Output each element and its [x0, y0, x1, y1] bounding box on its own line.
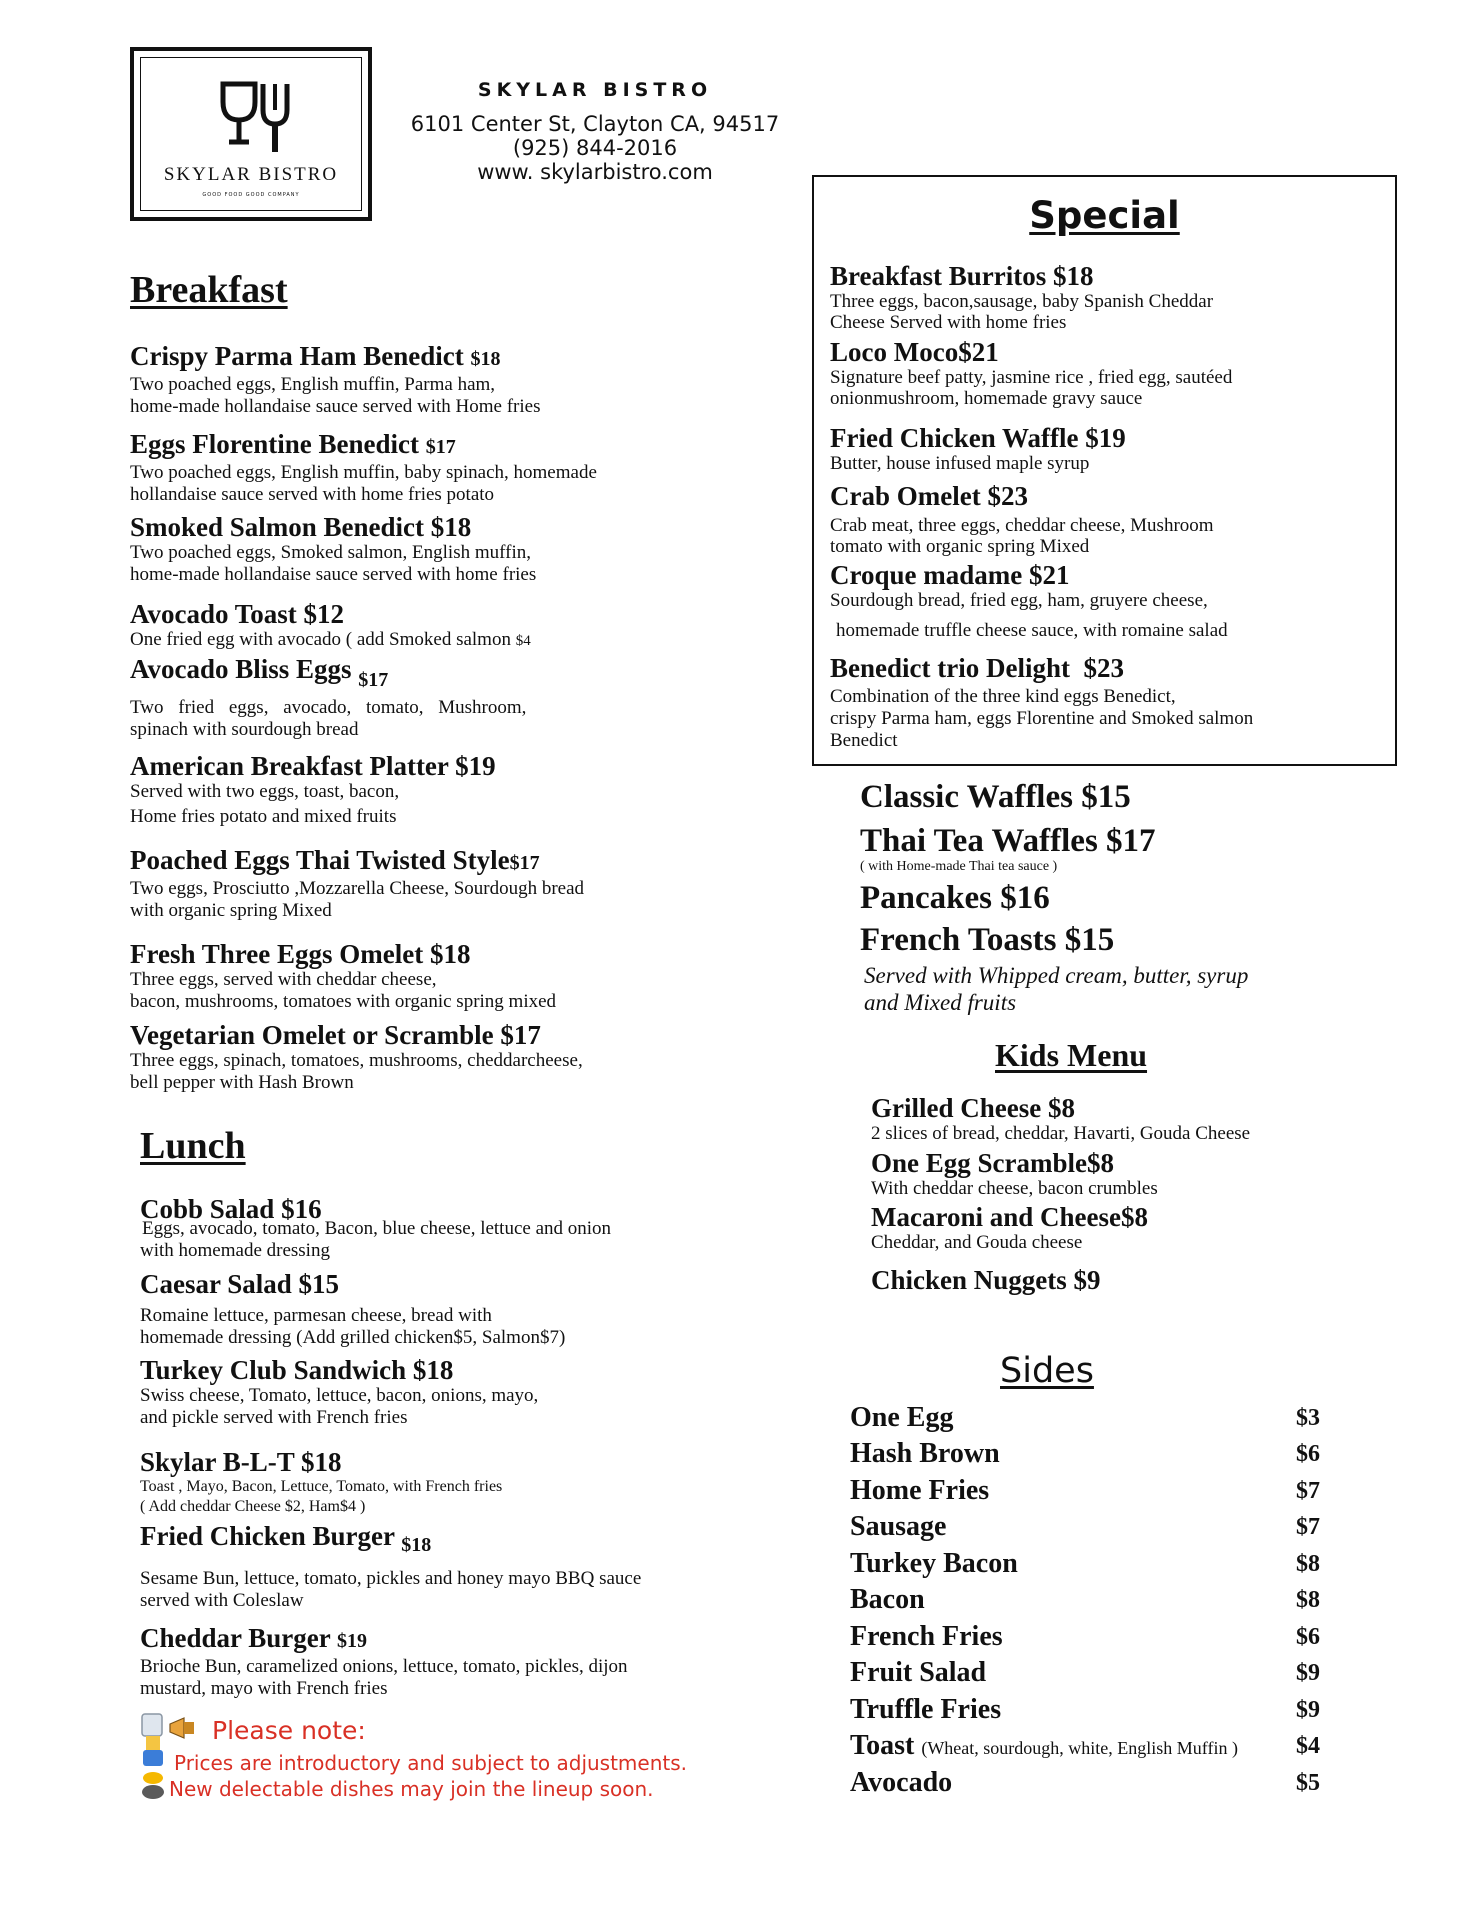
item-name: Fried Chicken Waffle $19 — [830, 423, 1126, 453]
side-price: $6 — [1296, 1624, 1320, 1650]
item-desc: Two poached eggs, English muffin, baby spinach, homemade — [130, 462, 597, 483]
side-name: Bacon — [850, 1584, 925, 1615]
item-price: $18 — [401, 1534, 432, 1556]
note-line: Prices are introductory and subject to adjustments. — [174, 1751, 688, 1775]
item-name: Crab Omelet $23 — [830, 481, 1028, 511]
menu-item — [830, 424, 1126, 475]
item-name: Macaroni and Cheese$8 — [871, 1202, 1148, 1232]
served-line: Served with Whipped cream, butter, syrup — [864, 963, 1249, 988]
menu-item — [140, 1448, 502, 1517]
side-item — [850, 1584, 1320, 1620]
side-price: $3 — [1296, 1405, 1320, 1431]
item-desc: Two eggs, Prosciutto ,Mozzarella Cheese, Sourdough bread — [130, 878, 585, 899]
item-desc: Cheddar, and Gouda cheese — [871, 1232, 1083, 1253]
item-desc: tomato with organic spring Mixed — [830, 536, 1090, 557]
side-name: French Fries — [850, 1621, 1003, 1652]
item-price: $17 — [425, 436, 456, 458]
menu-item — [830, 338, 1232, 409]
item-desc: bell pepper with Hash Brown — [130, 1072, 354, 1093]
website[interactable]: www. skylarbistro.com — [477, 160, 713, 184]
item-desc: Swiss cheese, Tomato, lettuce, bacon, onions, mayo, — [140, 1385, 539, 1406]
side-name: Fruit Salad — [850, 1657, 987, 1688]
item-desc: with organic spring Mixed — [130, 900, 332, 921]
side-price: $9 — [1296, 1697, 1320, 1723]
item-desc: With cheddar cheese, bacon crumbles — [871, 1178, 1158, 1199]
item-name: Loco Moco$21 — [830, 337, 999, 367]
item-name: Fried Chicken Burger — [140, 1521, 395, 1551]
item-desc: Toast , Mayo, Bacon, Lettuce, Tomato, with French fries — [140, 1478, 503, 1495]
side-name: Turkey Bacon — [850, 1548, 1018, 1579]
item-desc: spinach with sourdough bread — [130, 719, 359, 740]
side-item — [850, 1730, 1320, 1766]
side-price: $9 — [1296, 1660, 1320, 1686]
served-line: and Mixed fruits — [864, 990, 1017, 1015]
menu-item-name: French Toasts $15 — [860, 922, 1115, 958]
menu-item — [830, 482, 1214, 557]
menu-item — [871, 1266, 1101, 1295]
menu-item — [130, 430, 597, 506]
address: 6101 Center St, Clayton CA, 94517 — [410, 112, 780, 136]
menu-item — [140, 1522, 641, 1612]
menu-item-name: Classic Waffles $15 — [860, 779, 1131, 815]
served-with-note — [864, 962, 1248, 1016]
menu-item — [830, 561, 1228, 642]
item-desc: Eggs, avocado, tomato, Bacon, blue cheese, lettuce and onion — [142, 1218, 612, 1239]
item-name: Cheddar Burger — [140, 1623, 331, 1653]
side-item — [850, 1475, 1320, 1511]
side-price: $8 — [1296, 1551, 1320, 1577]
item-desc: One fried egg with avocado ( add Smoked salmon — [130, 629, 511, 650]
item-desc: Combination of the three kind eggs Benedict, — [830, 686, 1176, 707]
item-name: Chicken Nuggets $9 — [871, 1265, 1101, 1295]
item-name: Turkey Club Sandwich $18 — [140, 1355, 454, 1385]
menu-item-name: Thai Tea Waffles $17 — [860, 823, 1156, 859]
menu-item — [140, 1195, 611, 1262]
item-name: Cobb Salad $16 — [140, 1194, 322, 1224]
side-name: Home Fries — [850, 1475, 990, 1506]
special-heading: Special — [1029, 194, 1180, 237]
item-desc: home-made hollandaise sauce served with home fries — [130, 564, 537, 585]
item-desc: Romaine lettuce, parmesan cheese, bread with — [140, 1305, 492, 1326]
side-item — [850, 1694, 1320, 1730]
item-name: Smoked Salmon Benedict $18 — [130, 512, 472, 542]
item-desc: and pickle served with French fries — [140, 1407, 408, 1428]
side-price: $7 — [1296, 1478, 1320, 1504]
item-desc: onionmushroom, homemade gravy sauce — [830, 388, 1143, 409]
item-name: Crispy Parma Ham Benedict — [130, 341, 464, 371]
side-item — [850, 1657, 1320, 1693]
item-name: Avocado Toast $12 — [130, 599, 345, 629]
item-name: Grilled Cheese $8 — [871, 1093, 1075, 1123]
item-name: American Breakfast Platter $19 — [130, 751, 496, 781]
menu-item — [130, 752, 496, 828]
item-desc: served with Coleslaw — [140, 1590, 304, 1611]
restaurant-title: SKYLAR BISTRO — [477, 79, 713, 101]
side-name: Truffle Fries — [850, 1694, 1002, 1725]
menu-item-note: ( with Home-made Thai tea sauce ) — [860, 859, 1058, 874]
item-desc: crispy Parma ham, eggs Florentine and Smoked salmon — [830, 708, 1254, 729]
item-desc: Butter, house infused maple syrup — [830, 453, 1090, 474]
sides-heading: Sides — [1000, 1351, 1094, 1391]
side-price: $8 — [1296, 1587, 1320, 1613]
menu-item — [871, 1149, 1158, 1200]
item-desc: Crab meat, three eggs, cheddar cheese, Mushroom — [830, 515, 1214, 536]
item-desc: Signature beef patty, jasmine rice , fried egg, sautéed — [830, 367, 1233, 388]
side-price: $4 — [1296, 1733, 1320, 1759]
item-desc: ( Add cheddar Cheese $2, Ham$4 ) — [140, 1498, 366, 1515]
item-name: Skylar B-L-T $18 — [140, 1447, 342, 1477]
item-name: Fresh Three Eggs Omelet $18 — [130, 939, 471, 969]
side-name: Sausage — [850, 1511, 947, 1542]
item-desc: Two fried eggs, avocado, tomato, Mushroom, — [130, 697, 527, 718]
item-desc: Two poached eggs, Smoked salmon, English muffin, — [130, 542, 531, 563]
item-desc: Brioche Bun, caramelized onions, lettuce, tomato, pickles, dijon — [140, 1656, 628, 1677]
side-note: (Wheat, sourdough, white, English Muffin ) — [921, 1738, 1238, 1758]
menu-item — [130, 342, 540, 418]
side-item — [850, 1402, 1320, 1438]
item-desc: bacon, mushrooms, tomatoes with organic spring mixed — [130, 991, 557, 1012]
menu-item-name: Pancakes $16 — [860, 880, 1050, 916]
item-price: $17 — [509, 852, 540, 874]
item-desc: homemade dressing (Add grilled chicken$5, Salmon$7) — [140, 1327, 566, 1348]
item-desc: with homemade dressing — [140, 1240, 330, 1261]
item-desc: Three eggs, bacon,sausage, baby Spanish Cheddar — [830, 291, 1214, 312]
side-price: $5 — [1296, 1770, 1320, 1796]
menu-item — [130, 600, 531, 652]
menu-item — [130, 513, 536, 586]
menu-item — [130, 1021, 583, 1094]
side-price: $7 — [1296, 1514, 1320, 1540]
item-name: Vegetarian Omelet or Scramble $17 — [130, 1020, 541, 1050]
item-desc: mustard, mayo with French fries — [140, 1678, 388, 1699]
lunch-heading: Lunch — [140, 1125, 246, 1167]
note-title: Please note: — [212, 1716, 366, 1745]
item-desc: home-made hollandaise sauce served with Home fries — [130, 396, 541, 417]
item-desc: Sesame Bun, lettuce, tomato, pickles and honey mayo BBQ sauce — [140, 1568, 642, 1589]
menu-item — [140, 1356, 538, 1429]
item-name: One Egg Scramble$8 — [871, 1148, 1114, 1178]
chef-icon — [138, 1712, 168, 1802]
item-desc: Sourdough bread, fried egg, ham, gruyere cheese, — [830, 590, 1208, 611]
logo-tagline: GOOD FOOD GOOD COMPANY — [202, 192, 300, 198]
megaphone-icon — [168, 1716, 198, 1740]
phone: (925) 844-2016 — [512, 136, 678, 160]
side-item — [850, 1438, 1320, 1474]
item-desc: Home fries potato and mixed fruits — [130, 806, 397, 827]
item-name: Benedict trio Delight $23 — [830, 653, 1124, 683]
item-desc: hollandaise sauce served with home fries potato — [130, 484, 495, 505]
item-desc: Three eggs, served with cheddar cheese, — [130, 969, 437, 990]
side-item — [850, 1621, 1320, 1657]
side-item — [850, 1767, 1320, 1803]
menu-item — [871, 1094, 1250, 1145]
menu-item — [130, 846, 584, 922]
breakfast-heading: Breakfast — [130, 269, 288, 311]
item-desc: Served with two eggs, toast, bacon, — [130, 781, 400, 802]
menu-item — [830, 654, 1253, 752]
item-desc: Two poached eggs, English muffin, Parma ham, — [130, 374, 496, 395]
item-name: Caesar Salad $15 — [140, 1269, 340, 1299]
logo-name: SKYLAR BISTRO — [163, 164, 339, 185]
item-price: $17 — [358, 669, 389, 691]
menu-item — [130, 940, 556, 1013]
menu-item — [140, 1624, 628, 1700]
item-name: Eggs Florentine Benedict — [130, 429, 419, 459]
item-name: Poached Eggs Thai Twisted Style — [130, 845, 510, 875]
kids-menu-heading: Kids Menu — [995, 1037, 1148, 1073]
item-desc: homemade truffle cheese sauce, with romaine salad — [836, 620, 1228, 641]
note-line: New delectable dishes may join the lineup soon. — [169, 1777, 654, 1801]
side-name: Avocado — [850, 1767, 953, 1798]
menu-item — [830, 262, 1213, 333]
side-name: Hash Brown — [850, 1438, 1000, 1469]
item-price: $4 — [515, 633, 531, 649]
side-price: $6 — [1296, 1441, 1320, 1467]
side-name: Toast — [850, 1730, 915, 1761]
logo — [130, 47, 372, 221]
wine-glass-fork-icon — [217, 80, 293, 156]
item-price: $19 — [337, 1630, 368, 1652]
item-desc: 2 slices of bread, cheddar, Havarti, Gouda Cheese — [871, 1123, 1251, 1144]
item-desc: Three eggs, spinach, tomatoes, mushrooms, cheddarcheese, — [130, 1050, 583, 1071]
item-desc: Benedict — [830, 730, 898, 751]
side-item — [850, 1548, 1320, 1584]
item-name: Avocado Bliss Eggs — [130, 654, 352, 684]
item-name: Croque madame $21 — [830, 560, 1070, 590]
item-desc: Cheese Served with home fries — [830, 312, 1067, 333]
menu-item — [871, 1203, 1148, 1254]
side-name: One Egg — [850, 1402, 954, 1433]
side-item — [850, 1511, 1320, 1547]
menu-item — [140, 1270, 565, 1349]
menu-item — [130, 655, 526, 741]
item-name: Breakfast Burritos $18 — [830, 261, 1094, 291]
item-price: $18 — [470, 348, 501, 370]
